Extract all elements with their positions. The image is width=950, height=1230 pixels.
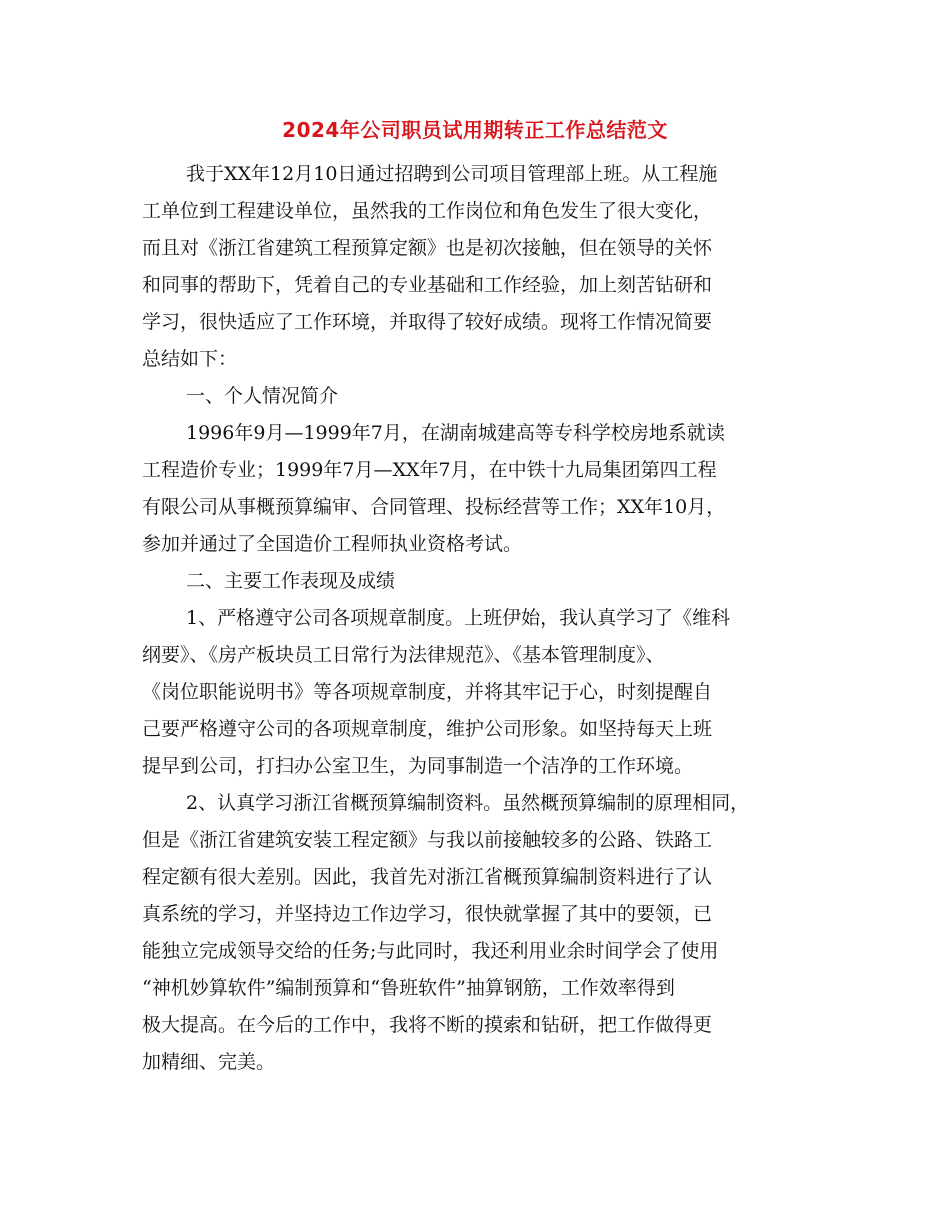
text-line: 但是《浙江省建筑安装工程定额》与我以前接触较多的公路、铁路工	[142, 829, 713, 851]
text-line: 能独立完成领导交给的任务;与此同时，我还利用业余时间学会了使用	[142, 940, 719, 962]
text-line: 2、认真学习浙江省概预算编制资料。虽然概预算编制的原理相同，	[186, 792, 750, 814]
text-line: 参加并通过了全国造价工程师执业资格考试。	[142, 533, 523, 555]
text-line: 提早到公司，打扫办公室卫生，为同事制造一个洁净的工作环境。	[142, 755, 694, 777]
text-line: 1996年9月—1999年7月，在湖南城建高等专科学校房地系就读	[186, 422, 725, 444]
text-line: 真系统的学习，并坚持边工作边学习，很快就掌握了其中的要领，已	[142, 903, 713, 925]
text-line: 极大提高。在今后的工作中，我将不断的摸索和钻研，把工作做得更	[142, 1014, 713, 1036]
text-line: 加精细、完美。	[142, 1051, 276, 1073]
document-title: 2024年公司职员试用期转正工作总结范文	[282, 118, 668, 142]
text-line: 己要严格遵守公司的各项规章制度，维护公司形象。如坚持每天上班	[142, 718, 713, 740]
text-line: 工程造价专业；1999年7月—XX年7月，在中铁十九局集团第四工程	[142, 459, 717, 481]
text-line: 1、严格遵守公司各项规章制度。上班伊始，我认真学习了《维科	[186, 607, 731, 629]
text-line: 工单位到工程建设单位，虽然我的工作岗位和角色发生了很大变化，	[142, 200, 713, 222]
text-line: 总结如下：	[142, 348, 238, 370]
text-line: “神机妙算软件”编制预算和“鲁班软件”抽算钢筋，工作效率得到	[142, 977, 675, 999]
text-line: 而且对《浙江省建筑工程预算定额》也是初次接触，但在领导的关怀	[142, 237, 713, 259]
text-line: 二、主要工作表现及成绩	[186, 570, 396, 592]
text-line: 程定额有很大差别。因此，我首先对浙江省概预算编制资料进行了认	[142, 866, 713, 888]
text-line: 和同事的帮助下，凭着自己的专业基础和工作经验，加上刻苦钻研和	[142, 274, 713, 296]
text-line: 我于XX年12月10日通过招聘到公司项目管理部上班。从工程施	[186, 163, 718, 185]
text-line: 《岗位职能说明书》等各项规章制度，并将其牢记于心，时刻提醒自	[142, 681, 713, 703]
text-line: 纲要》、《房产板块员工日常行为法律规范》、《基本管理制度》、	[142, 644, 665, 666]
text-line: 学习，很快适应了工作环境，并取得了较好成绩。现将工作情况简要	[142, 311, 713, 333]
text-line: 有限公司从事概预算编审、合同管理、投标经营等工作；XX年10月，	[142, 496, 726, 518]
document-body	[142, 156, 812, 1081]
text-line: 一、个人情况简介	[186, 385, 339, 407]
